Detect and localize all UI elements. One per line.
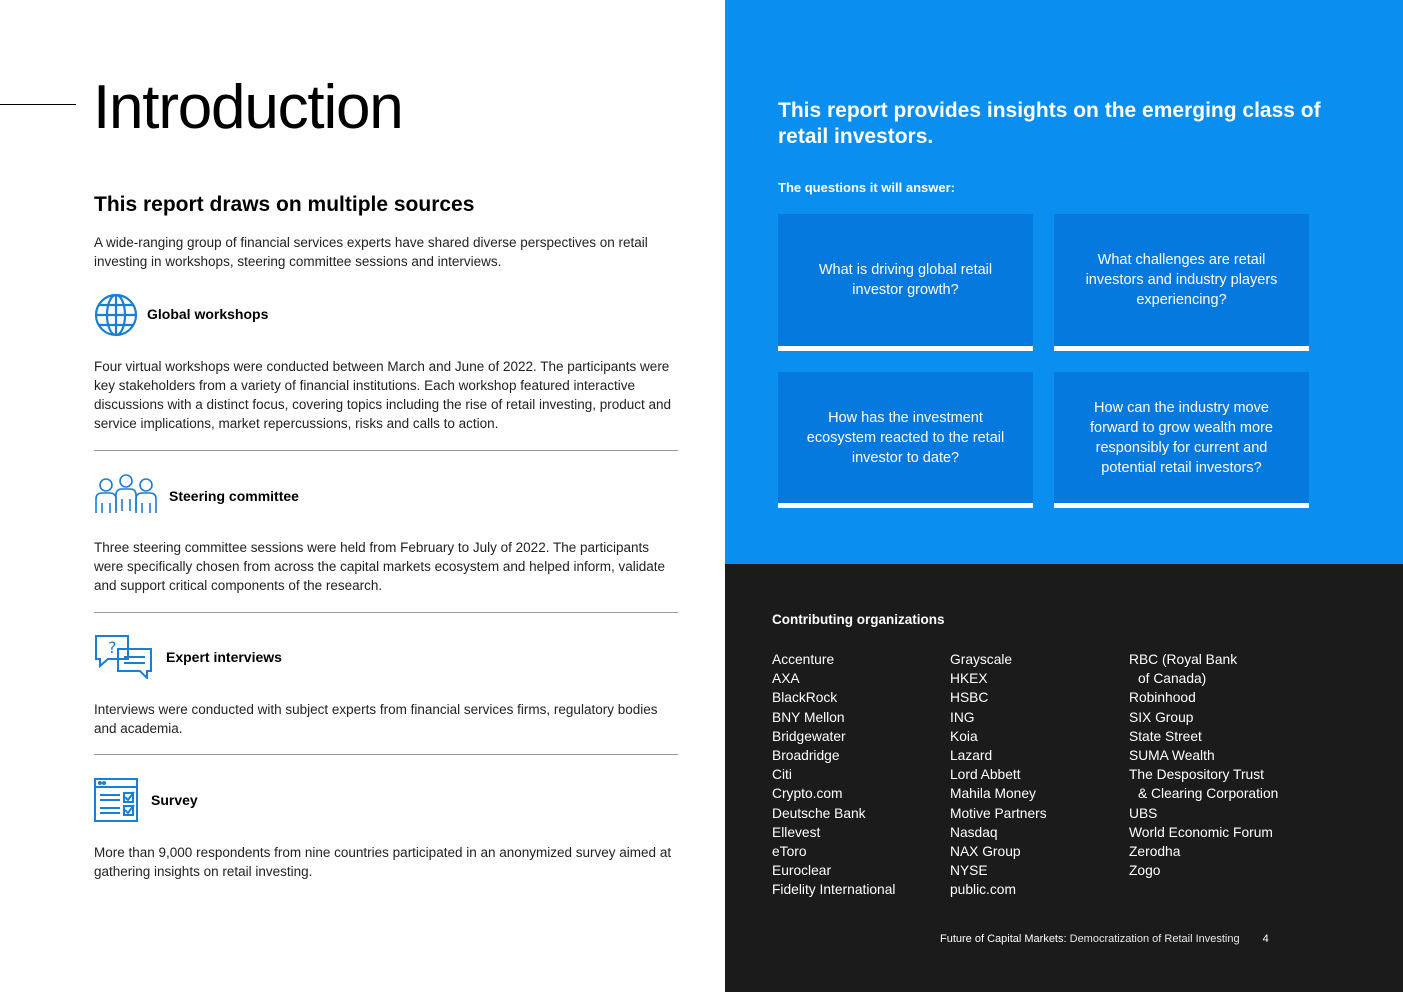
organization-name: Citi <box>772 767 792 783</box>
section-text: Interviews were conducted with subject experts from financial services firms, regulatory bodies and academia. <box>94 702 658 736</box>
title-rule <box>0 104 76 105</box>
section-divider <box>94 450 678 451</box>
insights-panel <box>725 0 1403 564</box>
chat-question-icon <box>94 633 154 684</box>
section-label: Expert interviews <box>166 649 282 665</box>
globe-icon <box>94 292 140 343</box>
section-label: Steering committee <box>169 488 299 504</box>
organization-name: Fidelity International <box>772 882 896 898</box>
organizations-title: Contributing organizations <box>772 612 945 627</box>
organization-name: public.com <box>950 882 1016 898</box>
organization-name: Bridgewater <box>772 728 846 744</box>
page-number: 4 <box>1262 933 1269 945</box>
organization-name: Motive Partners <box>950 805 1047 821</box>
organization-name: NYSE <box>950 863 988 879</box>
insights-title: This report provides insights on the emerging class of retail investors. <box>778 99 1321 148</box>
organizations-column-3 <box>1129 650 1278 880</box>
question-card: How can the industry move forward to grow wealth more responsibly for current and potential retail investors? <box>1054 372 1309 508</box>
page-subtitle: This report draws on multiple sources <box>94 193 475 216</box>
footer-report-title: Democratization of Retail Investing <box>1069 933 1240 945</box>
organization-name: BlackRock <box>772 690 838 706</box>
organization-name: RBC (Royal Bank <box>1129 652 1238 667</box>
organization-name: & Clearing Corporation <box>1138 786 1279 802</box>
organization-name: World Economic Forum <box>1129 824 1273 840</box>
organization-name: Crypto.com <box>772 786 843 802</box>
svg-text:?: ? <box>108 638 117 657</box>
question-card: How has the investment ecosystem reacted to the retail investor to date? <box>778 372 1033 508</box>
organization-name: Robinhood <box>1129 690 1196 706</box>
organization-name: eToro <box>772 844 807 860</box>
organization-name: Zogo <box>1129 863 1161 879</box>
organization-name: BNY Mellon <box>772 709 845 725</box>
organization-name: Ellevest <box>772 824 821 840</box>
organization-name: AXA <box>772 671 800 687</box>
footer-series: Future of Capital Markets: <box>940 933 1067 945</box>
organization-name: HKEX <box>950 671 988 687</box>
organizations-column-2 <box>950 650 1047 900</box>
organization-name: Broadridge <box>772 748 840 764</box>
organization-name: State Street <box>1129 728 1202 744</box>
section-text: Three steering committee sessions were held from February to July of 2022. The participants were specifically chosen from across the capital markets ecosystem and helped inform, validate and support critical components of the research. <box>94 540 666 593</box>
people-group-icon <box>94 473 158 520</box>
organizations-panel <box>725 564 1403 992</box>
organization-name: Deutsche Bank <box>772 805 866 821</box>
organization-name: Lord Abbett <box>950 767 1021 783</box>
question-card: What challenges are retail investors and industry players experiencing? <box>1054 214 1309 351</box>
section-label: Survey <box>151 792 198 808</box>
organization-name: Grayscale <box>950 652 1013 667</box>
organization-name: Lazard <box>950 748 993 764</box>
organization-name: UBS <box>1129 805 1158 821</box>
organization-name: of Canada) <box>1138 671 1207 687</box>
page-footer <box>940 932 1269 946</box>
questions-label: The questions it will answer: <box>778 180 955 195</box>
page-title: Introduction <box>93 73 403 142</box>
organization-name: Mahila Money <box>950 786 1036 802</box>
organization-name: Accenture <box>772 652 835 667</box>
question-card: What is driving global retail investor growth? <box>778 214 1033 351</box>
section-text: More than 9,000 respondents from nine countries participated in an anonymized survey aimed at gathering insights on retail investing. <box>94 845 672 879</box>
organization-name: Nasdaq <box>950 824 998 840</box>
section-text: Four virtual workshops were conducted between March and June of 2022. The participants were key stakeholders from a variety of financial institutions. Each workshop featured interactive discussions with a distinct focus, covering topics including the rise of retail investing, product and service implications, market repercussions, risks and calls to action. <box>94 359 672 431</box>
organization-name: Zerodha <box>1129 844 1181 860</box>
section-label: Global workshops <box>147 306 269 322</box>
organization-name: Koia <box>950 728 978 744</box>
survey-form-icon <box>94 777 140 828</box>
section-divider <box>94 612 678 613</box>
organization-name: NAX Group <box>950 844 1021 860</box>
organization-name: Euroclear <box>772 863 832 879</box>
organization-name: The Despository Trust <box>1129 767 1264 783</box>
organizations-column-1 <box>772 650 895 900</box>
organization-name: SUMA Wealth <box>1129 748 1215 764</box>
organization-name: SIX Group <box>1129 709 1194 725</box>
lead-paragraph: A wide-ranging group of financial services experts have shared diverse perspectives on retail investing in workshops, steering committee sessions and interviews. <box>94 235 648 269</box>
section-divider <box>94 754 678 755</box>
organization-name: ING <box>950 709 975 725</box>
organization-name: HSBC <box>950 690 989 706</box>
